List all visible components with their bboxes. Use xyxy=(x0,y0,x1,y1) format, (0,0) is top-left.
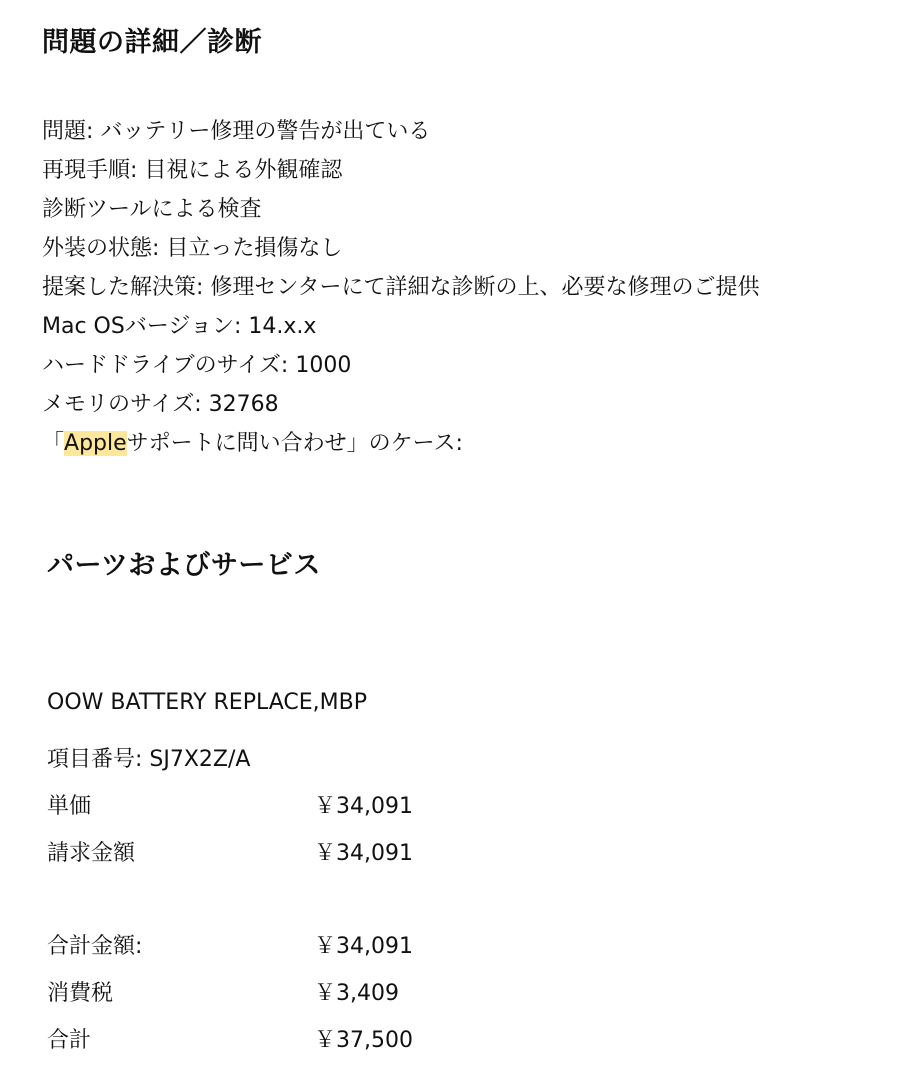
parts-heading: パーツおよびサービス xyxy=(47,550,321,581)
unit-price-value: ￥34,091 xyxy=(314,794,413,819)
total-value: ￥37,500 xyxy=(314,1028,413,1053)
item-number-row xyxy=(47,744,250,776)
hard-drive-size-line: ハードドライブのサイズ: 1000 xyxy=(42,353,352,378)
unit-price-row xyxy=(47,791,413,823)
tax-row xyxy=(47,978,399,1010)
support-case-line xyxy=(42,424,760,463)
diagnostic-tool-line: 診断ツールによる検査 xyxy=(42,197,262,222)
tax-label: 消費税 xyxy=(47,981,114,1006)
macos-version-line: Mac OSバージョン: 14.x.x xyxy=(42,314,317,339)
item-number: 項目番号: SJ7X2Z/A xyxy=(47,747,251,772)
subtotal-label: 合計金額: xyxy=(47,934,143,959)
diagnosis-list xyxy=(42,112,760,463)
case-prefix: 「 xyxy=(42,431,65,456)
memory-size-line: メモリのサイズ: 32768 xyxy=(42,392,279,417)
tax-value: ￥3,409 xyxy=(314,981,399,1006)
diagnosis-heading: 問題の詳細／診断 xyxy=(42,27,262,58)
search-highlight: Apple xyxy=(64,431,127,456)
issue-line: 問題: バッテリー修理の警告が出ている xyxy=(42,119,431,144)
part-name: OOW BATTERY REPLACE,MBP xyxy=(47,690,367,715)
billed-amount-value: ￥34,091 xyxy=(314,841,413,866)
total-row xyxy=(47,1025,413,1057)
subtotal-value: ￥34,091 xyxy=(314,934,413,959)
proposed-solution-line: 提案した解決策: 修理センターにて詳細な診断の上、必要な修理のご提供 xyxy=(42,275,760,300)
exterior-condition-line: 外装の状態: 目立った損傷なし xyxy=(42,236,343,261)
repro-steps-line: 再現手順: 目視による外観確認 xyxy=(42,158,343,183)
subtotal-row xyxy=(47,931,413,963)
total-label: 合計 xyxy=(47,1028,92,1053)
case-suffix: サポートに問い合わせ」のケース: xyxy=(126,431,463,456)
billed-amount-label: 請求金額 xyxy=(47,841,136,866)
unit-price-label: 単価 xyxy=(47,794,92,819)
billed-amount-row xyxy=(47,838,413,870)
